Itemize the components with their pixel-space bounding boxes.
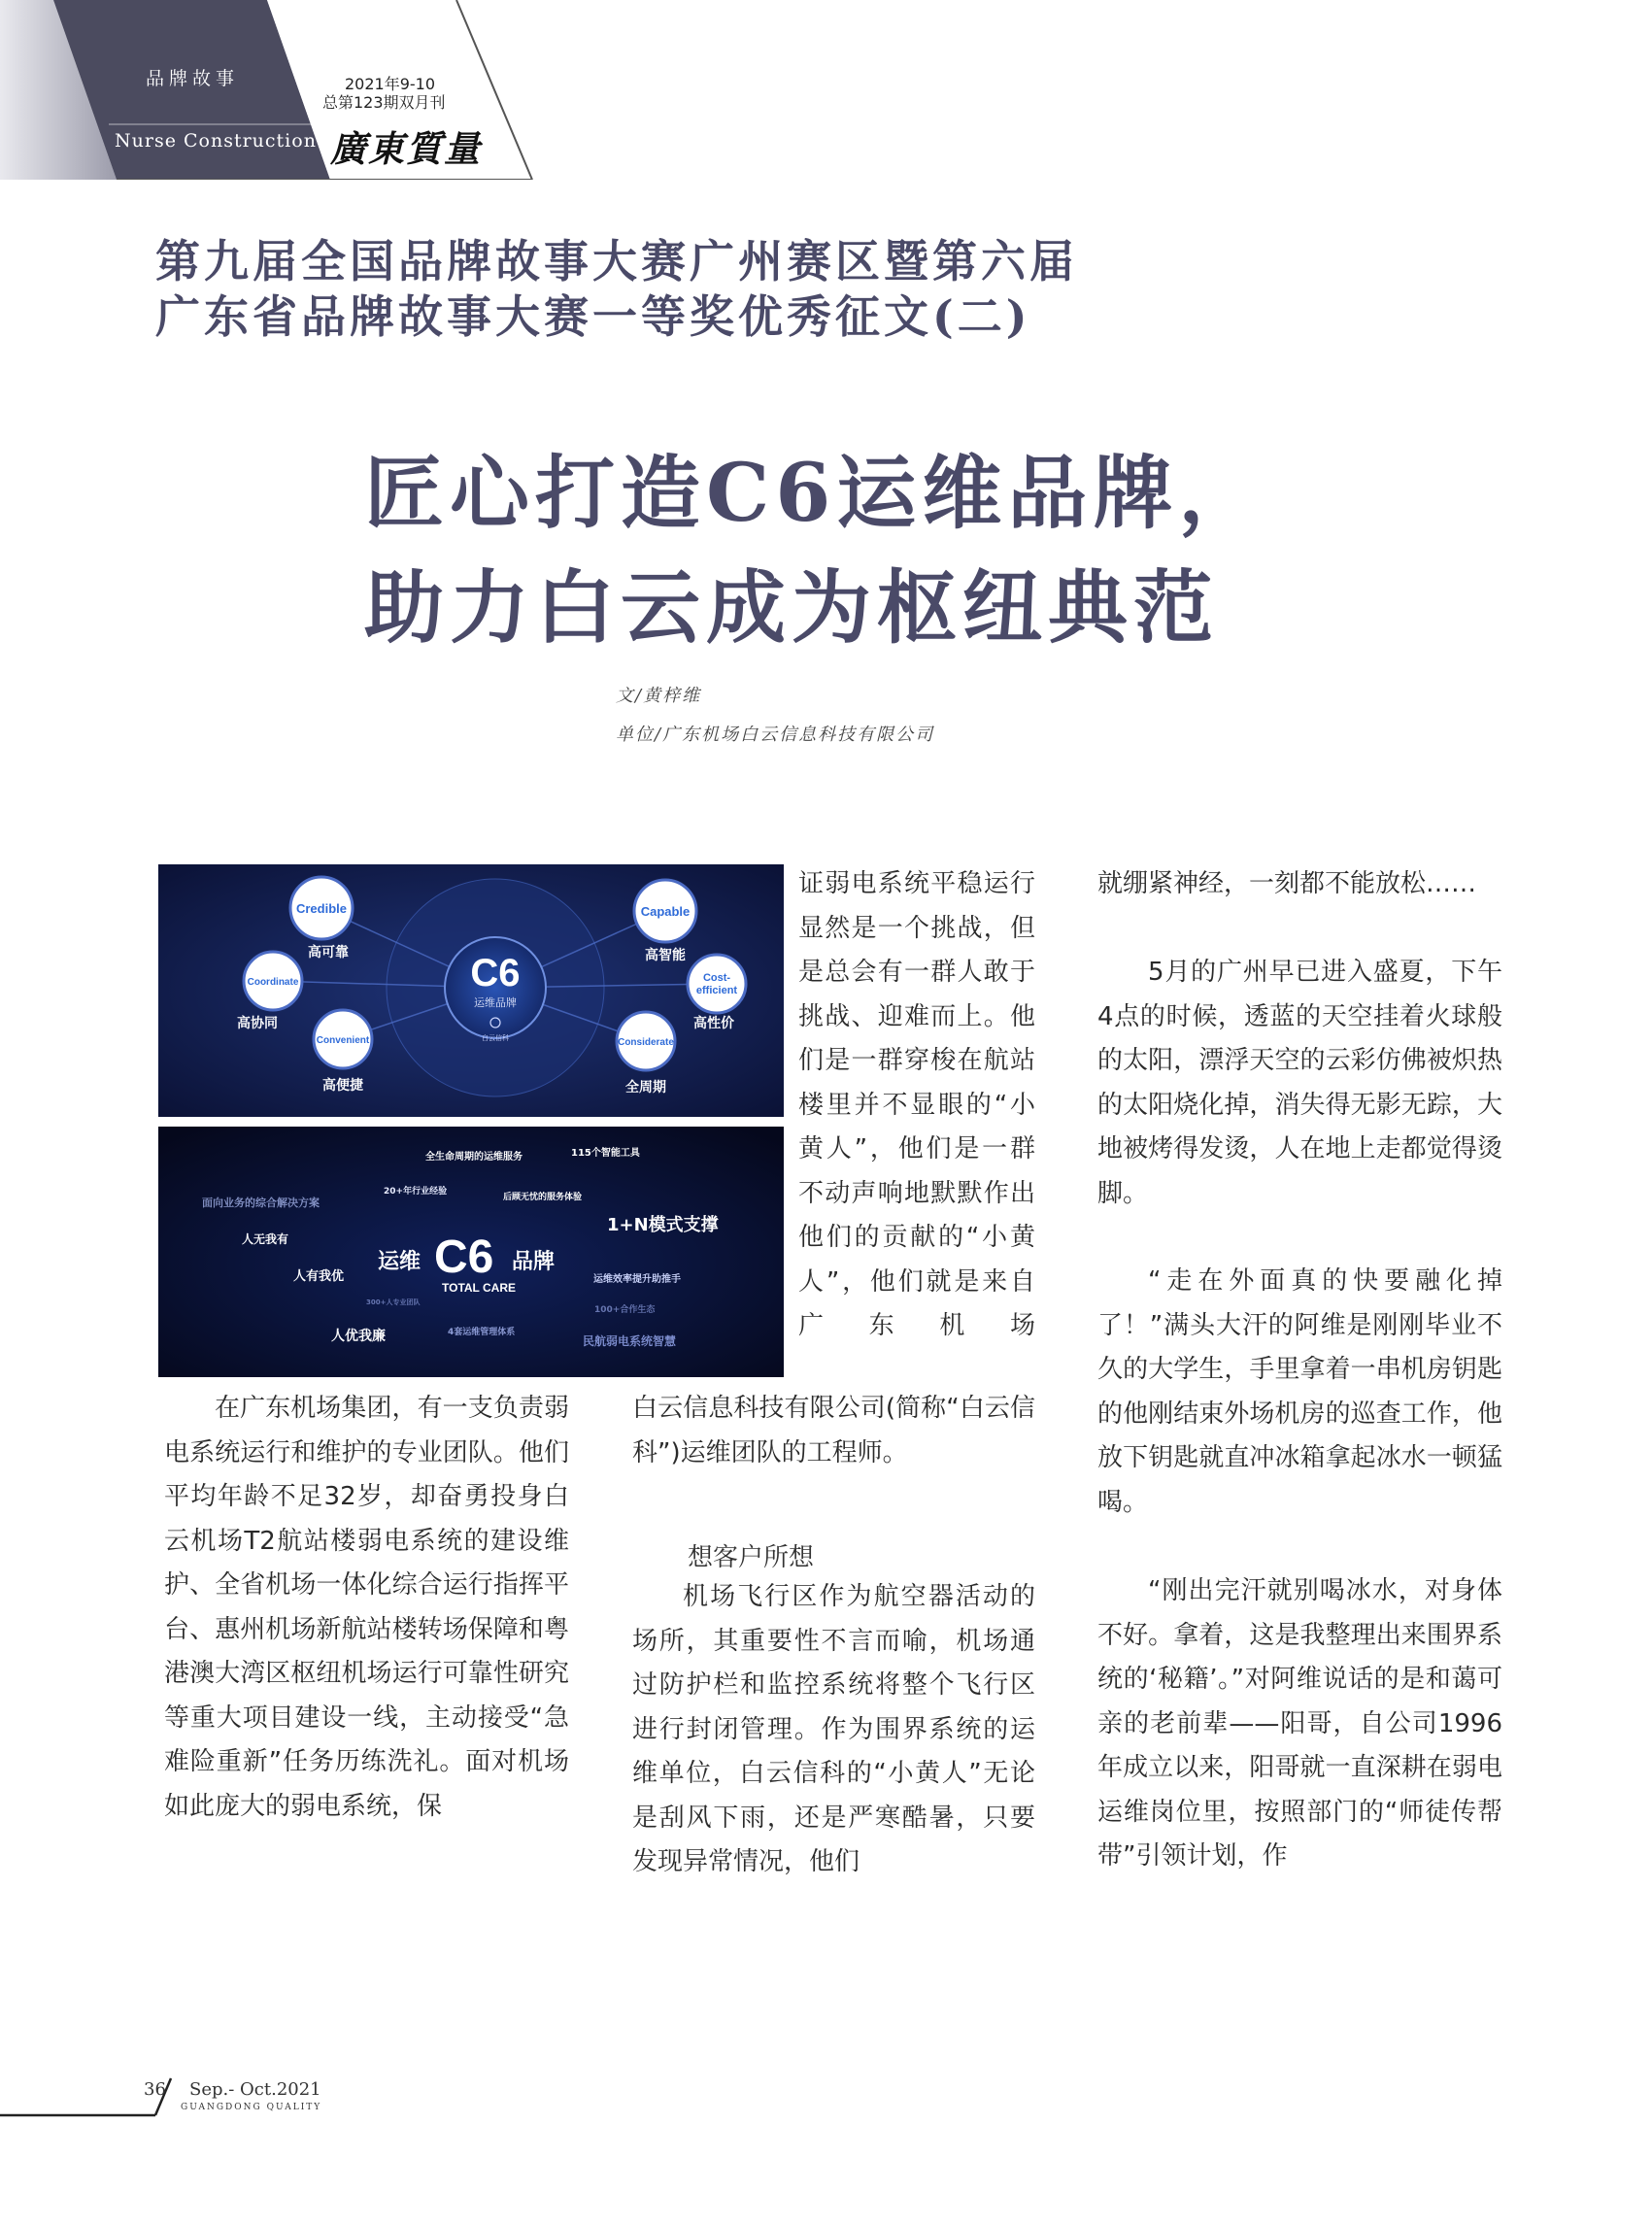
right-word: 品牌 [512, 1250, 556, 1274]
svg-text:高便捷: 高便捷 [322, 1078, 363, 1094]
svg-text:Considerate: Considerate [618, 1037, 674, 1048]
dim-word-1: 300+人专业团队 [366, 1298, 421, 1306]
section-english-label: Nurse Construction [115, 130, 317, 152]
svg-text:Cost-: Cost- [702, 972, 731, 984]
big-c6: C6 [434, 1231, 494, 1283]
svg-text:Credible: Credible [295, 901, 348, 916]
column3-paragraph-3: “刚出完汗就别喝冰水，对身体不好。拿着，这是我整理出来围界系统的‘秘籍’。”对阿维说话的是和蔼可亲的老前辈——阳哥，自公司1996年成立以来，阳哥就一直深耕在弱电运维岗位里，按照部门的“师徒传帮带”引领计划，作 [1097, 1576, 1502, 1871]
c6-total-care-graphic [158, 1127, 784, 1377]
word-12: 民航弱电系统智慧 [583, 1334, 677, 1348]
word-5: 面向业务的综合解决方案 [202, 1197, 320, 1209]
svg-text:Capable: Capable [640, 904, 691, 919]
c6-brand-diagram-image [158, 864, 784, 1117]
series-title-line-2: 广东省品牌故事大赛一等奖优秀征文(二) [155, 290, 1031, 343]
svg-text:efficient: efficient [695, 985, 738, 996]
dim-word-2: 100+合作生态 [594, 1305, 656, 1315]
svg-text:高性价: 高性价 [693, 1016, 734, 1031]
column2-subheading: 想客户所想 [688, 1543, 815, 1572]
column2-paragraph-1-top: 证弱电系统平稳运行显然是一个挑战，但是总会有一群人敢于挑战、迎难而上。他们是一群穿梭在航站楼里并不显眼的“小黄人”，他们是一群不动声响地默默作出他们的贡献的“小黄人”，他们就是来自广东机场 [798, 869, 1035, 1340]
column3-paragraph-0: 就绷紧神经，一刻都不能放松…… [1097, 869, 1477, 898]
word-3: 20+年行业经验 [384, 1187, 448, 1197]
svg-text:高智能: 高智能 [645, 948, 686, 963]
word-11: 4套运维管理体系 [448, 1328, 516, 1337]
left-word: 运维 [378, 1250, 421, 1274]
total-care-text: TOTAL CARE [442, 1281, 517, 1295]
footer-date: Sep.- Oct.2021 [189, 2079, 321, 2100]
header-band [0, 0, 1652, 180]
c6-brand-diagram [158, 864, 784, 1117]
issue-number: 总第123期双月刊 [322, 93, 446, 112]
word-1: 全生命周期的运维服务 [425, 1152, 523, 1163]
author-line: 文/黄梓维 [616, 686, 702, 706]
center-logo-text: 白云信科 [482, 1034, 509, 1042]
magazine-logo: 廣東質量 [330, 127, 482, 170]
center-sub-text: 运维品牌 [474, 996, 517, 1009]
section-label: 品牌故事 [146, 68, 240, 89]
page-number: 36 [144, 2079, 166, 2100]
column3-paragraph-1: 5月的广州早已进入盛夏，下午4点的时候，透蓝的天空挂着火球般的太阳，漂浮天空的云彩仿佛被炽热的太阳烧化掉，消失得无影无踪，大地被烤得发烫，人在地上走都觉得烫脚。 [1097, 958, 1502, 1208]
word-10: 人优我廉 [331, 1329, 386, 1344]
unit-line: 单位/广东机场白云信息科技有限公司 [616, 725, 935, 745]
svg-text:Convenient: Convenient [316, 1035, 370, 1046]
word-2: 115个智能工具 [571, 1148, 640, 1159]
issue-date: 2021年9-10 [345, 75, 436, 93]
center-c6-text: C6 [470, 952, 521, 995]
column1-paragraph-1: 在广东机场集团，有一支负责弱电系统运行和维护的专业团队。他们平均年龄不足32岁，却奋勇投身白云机场T2航站楼弱电系统的建设维护、全省机场一体化综合运行指挥平台、惠州机场新航站楼转场保障和粤港澳大湾区枢纽机场运行可靠性研究等重大项目建设一线，主动接受“急难险重新”任务历练洗礼。面对机场如此庞大的弱电系统，保 [164, 1394, 569, 1821]
c6-total-care-image [158, 1127, 784, 1377]
column3-paragraph-2: “走在外面真的快要融化掉了！”满头大汗的阿维是刚刚毕业不久的大学生，手里拿着一串机房钥匙的他刚结束外场机房的巡查工作，他放下钥匙就直冲冰箱拿起冰水一顿猛喝。 [1097, 1266, 1502, 1517]
svg-text:全周期: 全周期 [625, 1080, 666, 1096]
series-title-line-1: 第九届全国品牌故事大赛广州赛区暨第六届 [155, 235, 1078, 287]
svg-text:高协同: 高协同 [237, 1016, 278, 1031]
svg-text:高可靠: 高可靠 [308, 945, 349, 961]
word-7: 1+N模式支撑 [607, 1215, 719, 1235]
svg-text:Coordinate: Coordinate [247, 977, 299, 988]
column2-paragraph-2: 机场飞行区作为航空器活动的场所，其重要性不言而喻，机场通过防护栏和监控系统将整个飞行区进行封闭管理。作为围界系统的运维单位，白云信科的“小黄人”无论是刮风下雨，还是严寒酷暑，只要发现异常情况，他们 [632, 1582, 1035, 1876]
word-4: 后顾无忧的服务体验 [503, 1193, 583, 1202]
main-title-line-1: 匠心打造C6运维品牌， [364, 447, 1264, 540]
footer-magazine-name: GUANGDONG QUALITY [181, 2103, 322, 2112]
column2-paragraph-1-bottom: 白云信息科技有限公司(简称“白云信科”)运维团队的工程师。 [632, 1394, 1035, 1467]
main-title-line-2: 助力白云成为枢纽典范 [364, 561, 1220, 655]
word-8: 人有我优 [293, 1269, 345, 1284]
word-6: 人无我有 [242, 1232, 289, 1246]
word-9: 运维效率提升助推手 [593, 1274, 681, 1285]
